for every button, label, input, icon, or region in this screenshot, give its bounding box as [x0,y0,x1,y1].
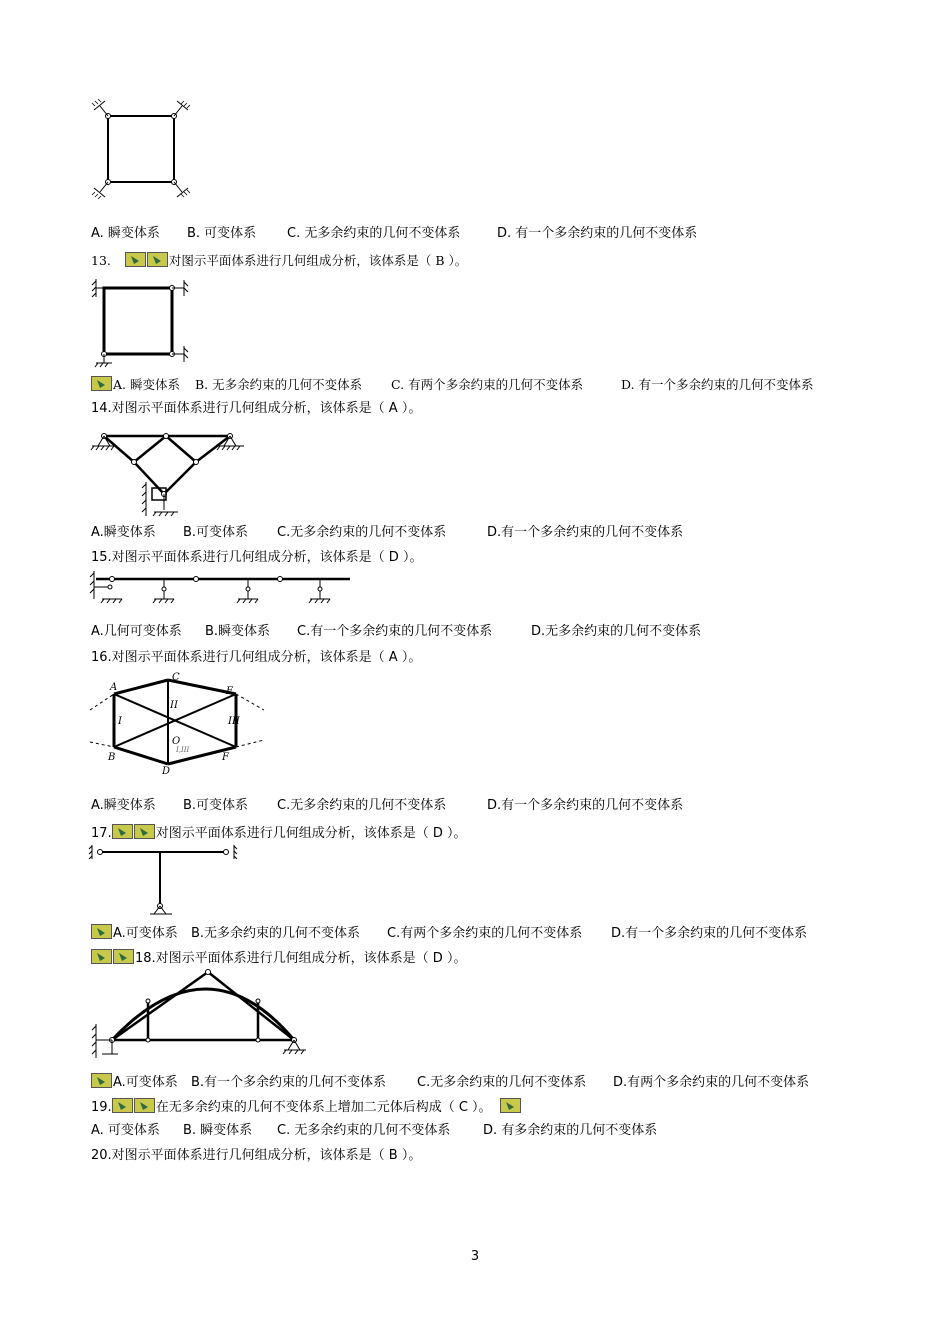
doc-icon [91,924,112,939]
q13-option-c: C. 有两个多余约束的几何不变体系 [391,377,584,392]
q14-question: 14.对图示平面体系进行几何组成分析，该体系是（ A ）。 [91,401,422,416]
q18-question [91,949,466,967]
q17-question-text: 对图示平面体系进行几何组成分析，该体系是（ D ）。 [155,826,467,841]
q17-option-c: C.有两个多余约束的几何不变体系 [387,926,583,941]
q14-options [91,525,683,541]
q13-question [91,252,467,269]
doc-icon [113,949,134,964]
q16-option-a: A.瞬变体系 [91,798,156,813]
q16-label-e: E [226,686,234,697]
q16-label-i: I [118,716,122,727]
q13-option-a: A. 瞬变体系 [113,377,180,392]
q19-question-text: 在无多余约束的几何不变体系上增加二元体后构成（ C ）。 [155,1100,492,1115]
q16-label-f: F [222,752,229,763]
q16-label-i-iii: I,III [176,746,190,754]
q18-option-b: B.有一个多余约束的几何不变体系 [191,1075,387,1090]
q14-option-c: C.无多余约束的几何不变体系 [277,525,447,540]
q13-figure [88,277,192,369]
doc-icon [91,376,112,391]
doc-icon [134,824,155,839]
q15-option-d: D.无多余约束的几何不变体系 [531,624,702,639]
q12-option-b: B. 可变体系 [187,226,257,241]
q16-label-o: O [172,736,181,747]
q18-option-c: C.无多余约束的几何不变体系 [417,1075,587,1090]
q15-option-a: A.几何可变体系 [91,624,182,639]
q19-option-b: B. 瞬变体系 [183,1123,253,1138]
q16-label-ii: II [170,700,178,711]
q18-option-a: A.可变体系 [113,1075,178,1090]
q19-option-c: C. 无多余约束的几何不变体系 [277,1123,451,1138]
doc-icon [500,1098,521,1113]
q16-figure [88,670,268,780]
q12-options [91,226,697,242]
doc-icon [112,1098,133,1113]
q18-option-d: D.有两个多余约束的几何不变体系 [613,1075,810,1090]
q19-number: 19. [91,1100,112,1115]
q18-options [91,1073,809,1091]
q15-option-b: B.瞬变体系 [205,624,271,639]
q15-question: 15.对图示平面体系进行几何组成分析，该体系是（ D ）。 [91,550,423,565]
q16-options [91,798,683,814]
q16-option-b: B.可变体系 [183,798,249,813]
q15-options [91,624,701,640]
q16-option-c: C.无多余约束的几何不变体系 [277,798,447,813]
doc-icon [125,252,146,267]
q17-number: 17. [91,826,112,841]
q12-option-a: A. 瞬变体系 [91,226,160,241]
doc-icon [112,824,133,839]
q17-option-d: D.有一个多余约束的几何不变体系 [611,926,808,941]
doc-icon [147,252,168,267]
q16-label-a: A [110,682,118,693]
q16-label-b: B [108,752,116,763]
q14-figure [88,426,248,520]
q13-options [91,376,814,393]
q12-option-c: C. 无多余约束的几何不变体系 [287,226,461,241]
q19-options [91,1123,657,1139]
q17-question [91,824,466,842]
q19-option-d: D. 有多余约束的几何不变体系 [483,1123,658,1138]
q14-option-a: A.瞬变体系 [91,525,156,540]
page-number: 3 [470,1249,480,1264]
q16-label-d: D [162,766,171,777]
doc-icon [91,1073,112,1088]
q19-option-a: A. 可变体系 [91,1123,160,1138]
q18-question-text: 18.对图示平面体系进行几何组成分析，该体系是（ D ）。 [135,951,467,966]
q16-label-c: C [172,672,180,683]
q17-options [91,924,807,942]
q15-figure [88,569,352,609]
q17-figure [88,842,238,918]
doc-icon [91,949,112,964]
q15-option-c: C.有一个多余约束的几何不变体系 [297,624,493,639]
q13-question-text: 对图示平面体系进行几何组成分析，该体系是（ B ）。 [168,253,468,268]
q20-question: 20.对图示平面体系进行几何组成分析，该体系是（ B ）。 [91,1148,422,1163]
q14-option-b: B.可变体系 [183,525,249,540]
q17-option-b: B.无多余约束的几何不变体系 [191,926,361,941]
q13-option-d: D. 有一个多余约束的几何不变体系 [621,377,814,392]
q18-figure [88,968,308,1060]
q16-option-d: D.有一个多余约束的几何不变体系 [487,798,684,813]
q12-figure [88,96,198,202]
q12-option-d: D. 有一个多余约束的几何不变体系 [497,226,698,241]
doc-icon [134,1098,155,1113]
q13-option-b: B. 无多余约束的几何不变体系 [195,377,363,392]
q13-number: 13. [91,253,111,268]
q16-label-iii: III [228,716,240,727]
q17-option-a: A.可变体系 [113,926,178,941]
q14-option-d: D.有一个多余约束的几何不变体系 [487,525,684,540]
q16-question: 16.对图示平面体系进行几何组成分析，该体系是（ A ）。 [91,650,422,665]
q19-question [91,1098,522,1116]
